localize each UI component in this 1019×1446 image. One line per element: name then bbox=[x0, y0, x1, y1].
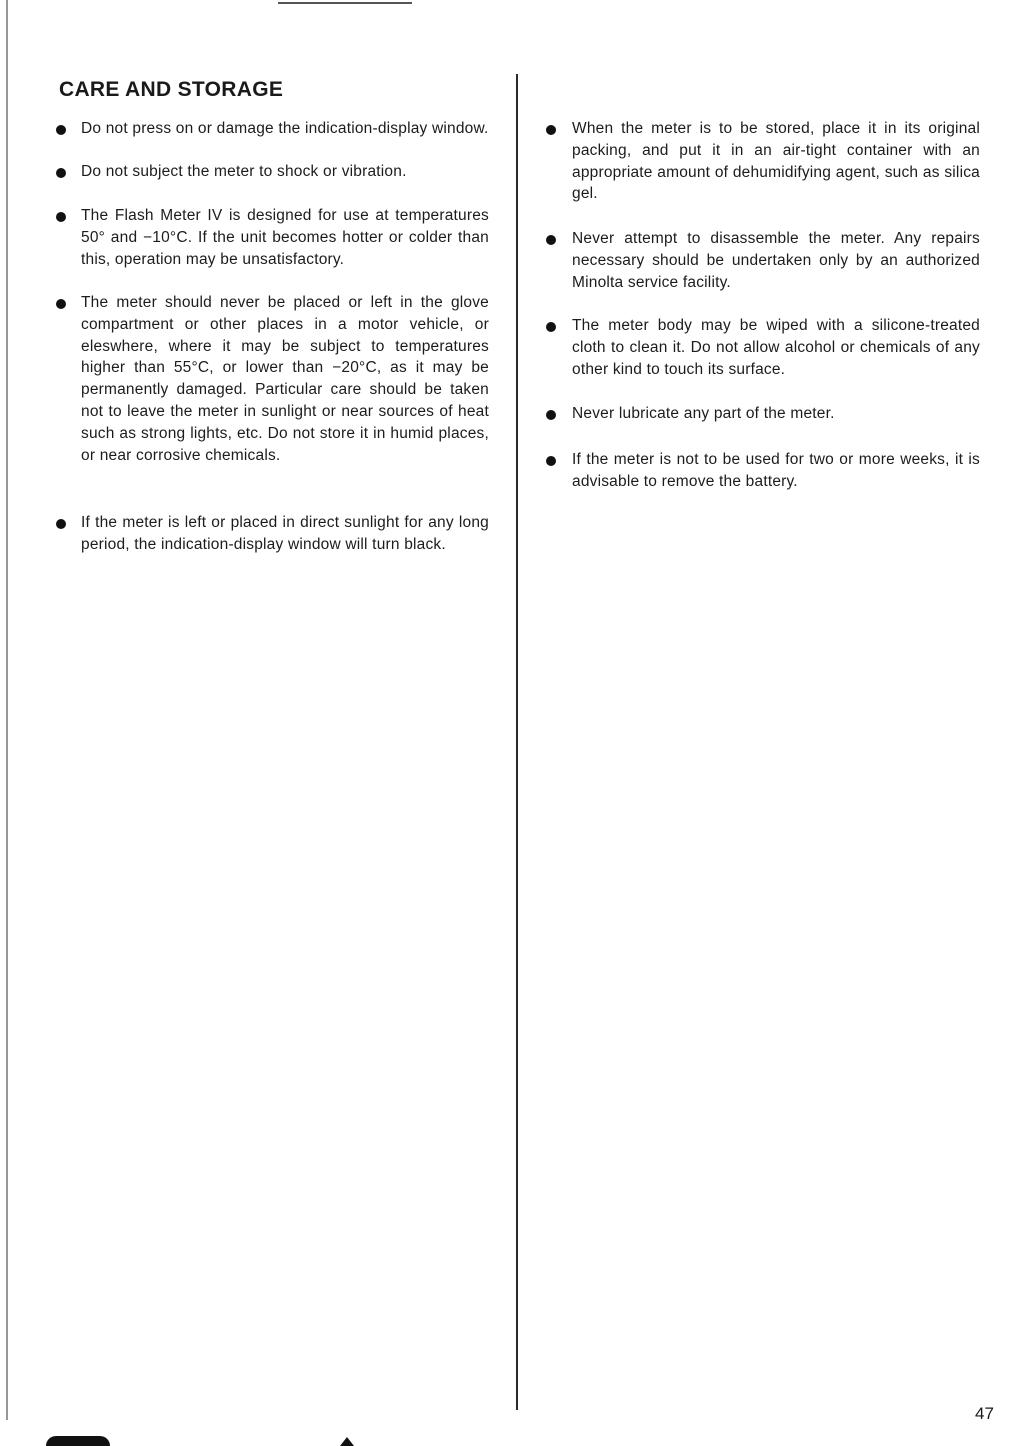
list-item-text: Do not subject the meter to shock or vibration. bbox=[81, 163, 407, 180]
list-item-text: If the meter is left or placed in direct sunlight for any long period, the indication-display window will turn black. bbox=[81, 514, 489, 553]
list-item bbox=[56, 118, 489, 140]
bullet-icon bbox=[56, 519, 66, 529]
bullet-icon bbox=[56, 299, 66, 309]
page-title: CARE AND STORAGE bbox=[59, 78, 284, 101]
bullet-icon bbox=[546, 456, 556, 466]
scan-mark bbox=[46, 1436, 110, 1446]
list-item bbox=[546, 403, 980, 425]
bullet-icon bbox=[56, 212, 66, 222]
list-item bbox=[56, 205, 489, 270]
list-item bbox=[546, 449, 980, 493]
list-item-text: Never attempt to disassemble the meter. Any repairs necessary should be undertaken only by an authorized Minolta service facility. bbox=[572, 230, 980, 291]
top-rule bbox=[278, 2, 412, 4]
list-item bbox=[56, 512, 489, 556]
list-item-text: When the meter is to be stored, place it in its original packing, and put it in an air-tight container with an appropriate amount of dehumidifying agent, such as silica gel. bbox=[572, 120, 980, 203]
list-item bbox=[56, 161, 489, 183]
list-item-text: If the meter is not to be used for two or more weeks, it is advisable to remove the battery. bbox=[572, 451, 980, 490]
page-number: 47 bbox=[975, 1404, 994, 1423]
bullet-icon bbox=[546, 125, 556, 135]
list-item bbox=[546, 228, 980, 293]
bullet-icon bbox=[56, 168, 66, 178]
bullet-icon bbox=[546, 410, 556, 420]
scan-mark bbox=[340, 1437, 354, 1446]
binding-edge-line bbox=[6, 0, 8, 1420]
bullet-icon bbox=[546, 235, 556, 245]
list-item-text: Do not press on or damage the indication-display window. bbox=[81, 120, 489, 137]
list-item-text: Never lubricate any part of the meter. bbox=[572, 405, 835, 422]
list-item-text: The meter body may be wiped with a silicone-treated cloth to clean it. Do not allow alcohol or chemicals of any other kind to touch its surface. bbox=[572, 317, 980, 378]
bullet-icon bbox=[546, 322, 556, 332]
bullet-icon bbox=[56, 125, 66, 135]
list-item bbox=[546, 315, 980, 380]
list-item-text: The meter should never be placed or left in the glove compartment or other places in a motor vehicle, or eleswhere, where it may be subject to temperatures higher than 55°C, or lower than −20°C, as it may be permanently damaged. Particular care should be taken not to leave the meter in sunlight or near sources of heat such as strong lights, etc. Do not store it in humid places, or near corrosive chemicals. bbox=[81, 294, 489, 464]
list-item bbox=[546, 118, 980, 205]
list-item bbox=[56, 292, 489, 466]
column-divider bbox=[516, 74, 518, 1410]
list-item-text: The Flash Meter IV is designed for use at temperatures 50° and −10°C. If the unit becomes hotter or colder than this, operation may be unsatisfactory. bbox=[81, 207, 489, 268]
